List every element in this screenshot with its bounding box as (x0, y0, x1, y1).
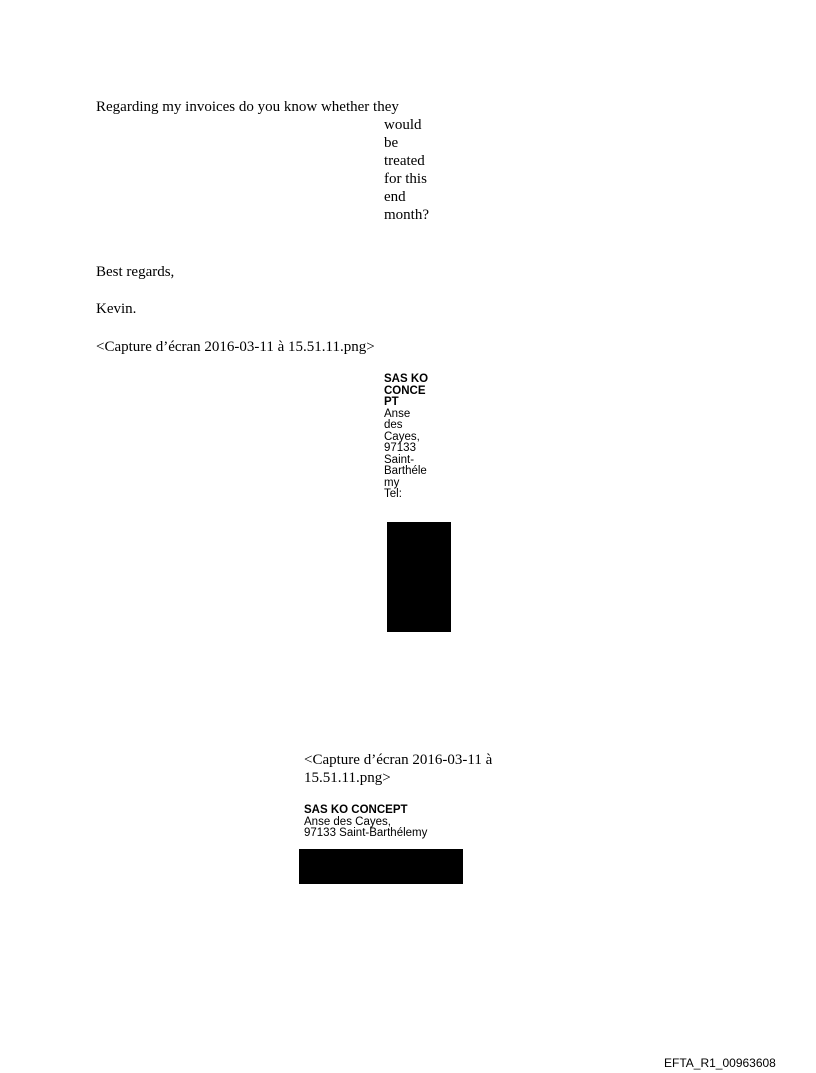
redaction-box (387, 522, 451, 632)
email-signature: Kevin. (96, 301, 137, 317)
wrapped-word: end (384, 189, 406, 205)
company-name-line: CONCE (384, 384, 426, 397)
attachment-placeholder: <Capture d’écran 2016-03-11 à 15.51.11.png> (96, 339, 375, 355)
address-line: 97133 Saint-Barthélemy (304, 827, 428, 839)
company-signature-wide (304, 805, 504, 840)
address-line: Tel: (384, 488, 402, 500)
company-name-line: SAS KO (384, 373, 429, 385)
address-line: Saint- (384, 453, 415, 466)
wrapped-word: for this (384, 171, 427, 187)
wrapped-word: be (384, 135, 399, 151)
address-line: 97133 (384, 442, 416, 454)
company-name-line: PT (384, 396, 399, 408)
address-line: des (384, 419, 403, 431)
address-line: Anse des Cayes, (304, 815, 391, 828)
email-question-line: Regarding my invoices do you know whether they (96, 99, 399, 115)
address-line: Anse (384, 407, 411, 420)
address-line: my (384, 476, 400, 489)
attachment-line: 15.51.11.png> (304, 770, 391, 786)
quoted-attachment-placeholder (304, 751, 519, 787)
document-id: EFTA_R1_00963608 (664, 1056, 776, 1070)
address-line: Cayes, (384, 430, 420, 443)
wrapped-word: would (384, 117, 422, 133)
wrapped-word: month? (384, 207, 429, 223)
attachment-line: <Capture d’écran 2016-03-11 à (304, 752, 493, 768)
wrapped-word: treated (384, 153, 425, 169)
company-name: SAS KO CONCEPT (304, 804, 408, 816)
company-signature-narrow (384, 374, 434, 501)
redaction-box (299, 849, 463, 884)
address-line: Barthéle (384, 465, 427, 477)
email-question-wrapped-text (384, 116, 444, 224)
email-closing: Best regards, (96, 264, 175, 280)
